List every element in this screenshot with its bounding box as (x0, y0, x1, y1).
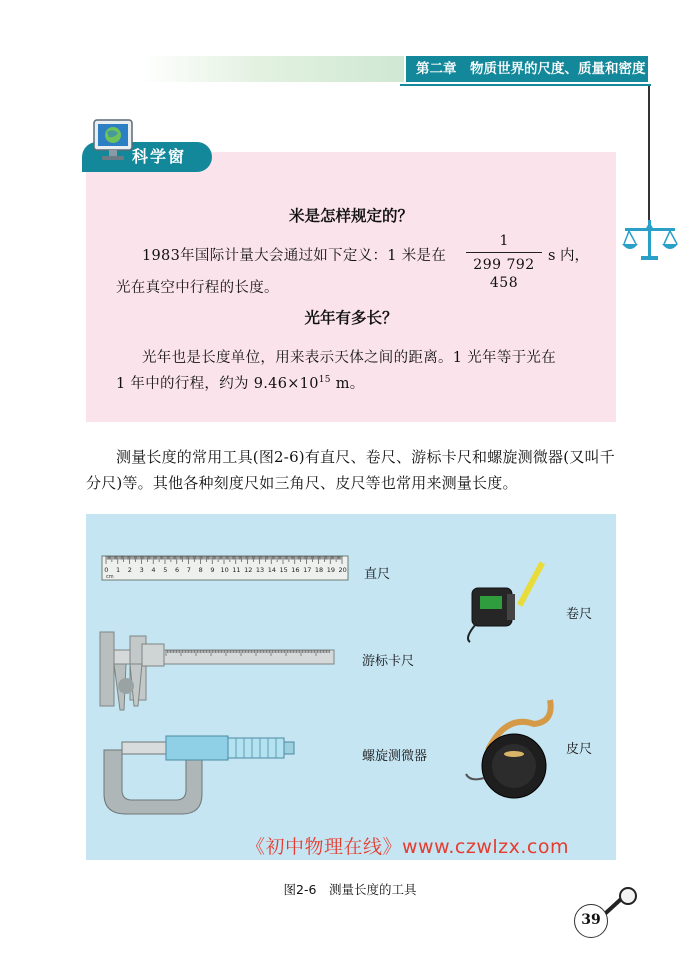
label-vernier-caliper: 游标卡尺 (362, 654, 415, 669)
light-year-line1: 光年也是长度单位，用来表示天体之间的距离。1 光年等于光在 (142, 350, 557, 366)
ruler-number: 3 (139, 566, 144, 574)
section-heading-meter: 米是怎样规定的？ (288, 207, 413, 225)
fraction-denominator: 299 792 458 (473, 257, 535, 291)
meter-definition-line2: 光在真空中行程的长度。 (116, 280, 279, 296)
light-year-line2 (116, 372, 365, 393)
light-year-exponent: 15 (318, 375, 331, 386)
body-paragraph-line2: 分尺)等。其他各种刻度尺如三角尺、皮尺等也常用来测量长度。 (86, 474, 518, 492)
fraction-numerator: 1 (499, 233, 509, 249)
ruler-number: 11 (232, 566, 241, 574)
figure-caption: 图2-6 测量长度的工具 (283, 882, 417, 897)
ruler-number: 18 (314, 566, 324, 574)
ruler-number: 15 (279, 566, 288, 574)
chapter-title: 第二章 物质世界的尺度、质量和密度 (406, 56, 648, 82)
svg-text:cm: cm (106, 574, 114, 580)
ruler-number: 1 (116, 566, 121, 574)
label-micrometer: 螺旋测微器 (362, 749, 428, 764)
ruler-number: 5 (163, 566, 168, 574)
monitor-icon (90, 116, 136, 168)
fraction-bar (466, 252, 542, 253)
tape-measure (468, 561, 545, 642)
ruler-number: 16 (291, 566, 300, 574)
section-heading-light-year: 光年有多长？ (304, 309, 398, 327)
ruler-number: 6 (175, 566, 180, 574)
watermark: 《初中物理在线》www.czwlzx.com (246, 836, 569, 858)
science-window-label: 科学窗 (132, 147, 187, 166)
light-year-unit: m。 (330, 376, 365, 392)
ruler-number: 13 (255, 566, 265, 574)
ruler-number: 19 (326, 566, 335, 574)
header-gradient-bar (140, 56, 404, 82)
figure-illustrations (86, 514, 616, 860)
page-number: 39 (574, 904, 608, 938)
vernier-caliper (100, 632, 334, 710)
label-tape-measure: 卷尺 (566, 607, 593, 622)
meter-definition-line1: 1983年国际计量大会通过如下定义：1 米是在 (142, 248, 447, 264)
fraction-unit: s 内， (548, 248, 590, 264)
light-year-value: 1 年中的行程，约为 9.46×10 (116, 376, 319, 392)
ruler-number: 20 (338, 566, 347, 574)
label-ruler: 直尺 (364, 567, 391, 582)
balance-scale-icon (621, 220, 679, 262)
ruler-number: 10 (220, 566, 229, 574)
label-leather-tape: 皮尺 (566, 742, 593, 757)
ruler-number: 4 (151, 566, 156, 574)
body-paragraph-line1: 测量长度的常用工具(图2-6)有直尺、卷尺、游标卡尺和螺旋测微器(又叫千 (116, 448, 615, 466)
ruler-number: 14 (267, 566, 276, 574)
ruler-number: 0 (104, 566, 109, 574)
ruler-number: 8 (198, 566, 203, 574)
ruler-number: 9 (210, 566, 215, 574)
leather-tape (466, 700, 551, 798)
micrometer (104, 736, 294, 814)
straight-ruler (102, 556, 348, 580)
ruler-number: 17 (303, 566, 312, 574)
ruler-number: 12 (244, 566, 253, 574)
fraction (466, 232, 542, 291)
margin-line (648, 86, 650, 222)
ruler-number: 7 (186, 566, 191, 574)
ruler-number: 2 (127, 566, 132, 574)
header-rule (400, 84, 651, 86)
